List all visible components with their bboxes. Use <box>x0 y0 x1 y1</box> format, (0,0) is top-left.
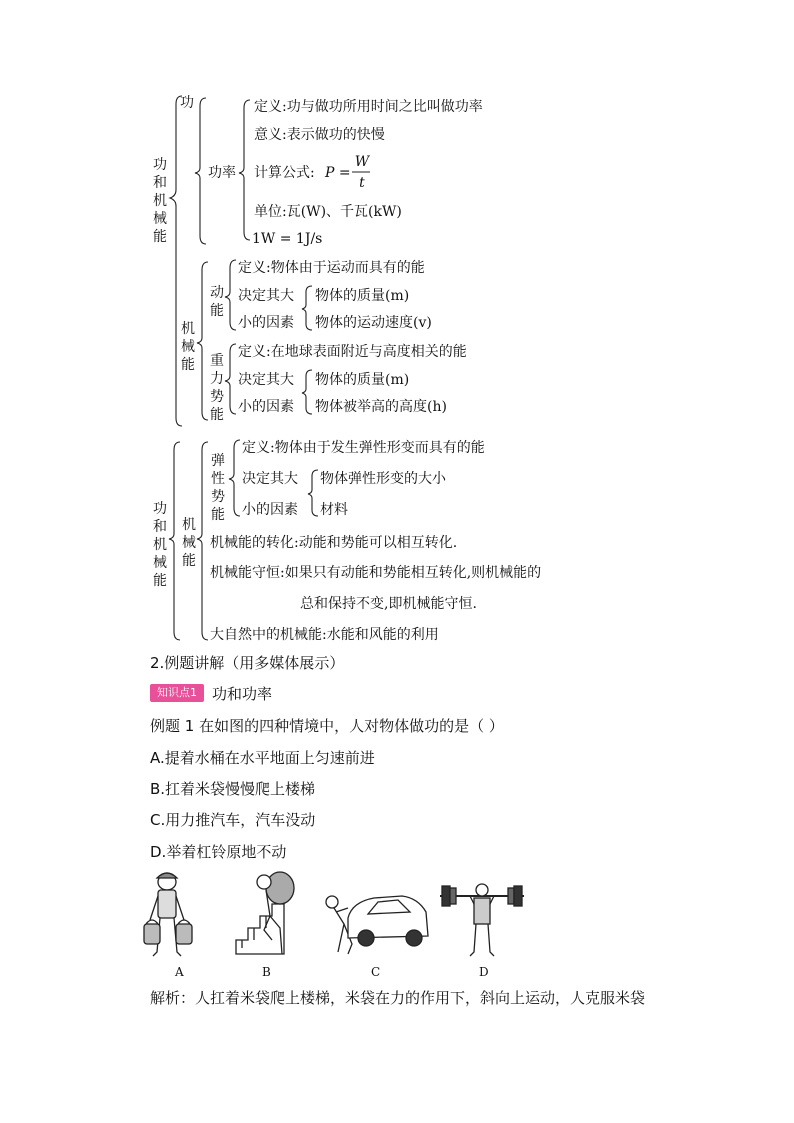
knowledge-point-title: 功和功率 <box>212 685 273 703</box>
work-label: 功 <box>180 95 194 111</box>
kinetic-factors-line1: 决定其大 <box>238 288 294 304</box>
kinetic-energy-definition: 定义:物体由于运动而具有的能 <box>238 260 425 276</box>
figure-label-d: D <box>479 965 489 979</box>
diagram1-root-label: 功和机械能 <box>153 157 167 245</box>
kinetic-energy-label: 动能 <box>210 285 224 319</box>
mechanical-energy-conservation-line1: 机械能守恒:如果只有动能和势能相互转化,则机械能的 <box>210 565 542 581</box>
elastic-pe-label: 弹性势能 <box>211 453 225 523</box>
mechanical-energy-in-nature: 大自然中的机械能:水能和风能的利用 <box>210 627 439 643</box>
gravitational-factors-line2: 小的因素 <box>238 399 294 415</box>
power-formula-prefix: 计算公式: <box>254 165 315 181</box>
elastic-pe-definition: 定义:物体由于发生弹性形变而具有的能 <box>242 440 485 456</box>
gravitational-factor-mass: 物体的质量(m) <box>315 372 410 388</box>
gravitational-pe-label: 重力势能 <box>210 353 224 423</box>
kinetic-factor-mass: 物体的质量(m) <box>315 288 410 304</box>
mechanical-energy-conservation-line2: 总和保持不变,即机械能守恒. <box>300 596 477 612</box>
illustration-d-holding-barbell <box>440 884 524 956</box>
kinetic-factors-line2: 小的因素 <box>238 315 294 331</box>
gravitational-factors-line1: 决定其大 <box>238 372 294 388</box>
power-formula-denominator: t <box>359 175 365 191</box>
power-definition: 定义:功与做功所用时间之比叫做功率 <box>254 99 483 115</box>
example-question: 例题 1 在如图的四种情境中，人对物体做功的是（ ） <box>150 717 504 735</box>
elastic-factors-line2: 小的因素 <box>242 502 298 518</box>
illustration-b-climbing-stairs <box>236 872 294 954</box>
option-c: C.用力推汽车，汽车没动 <box>150 811 316 829</box>
figure-label-c: C <box>371 965 381 979</box>
power-unit-equation: 1W = 1J/s <box>252 231 323 247</box>
elastic-factor-deformation: 物体弹性形变的大小 <box>320 471 446 487</box>
kinetic-factor-speed: 物体的运动速度(v) <box>315 315 432 331</box>
option-b: B.扛着米袋慢慢爬上楼梯 <box>150 780 316 798</box>
elastic-factors-line1: 决定其大 <box>242 471 298 487</box>
diagram2-mechanical-energy-label: 机械能 <box>182 517 196 569</box>
scenario-illustrations <box>140 868 540 964</box>
elastic-factor-material: 材料 <box>320 502 348 518</box>
mechanical-energy-label: 机械能 <box>181 321 195 373</box>
figure-label-b: B <box>262 965 271 979</box>
analysis-text: 解析：人扛着米袋爬上楼梯，米袋在力的作用下，斜向上运动，人克服米袋 <box>150 989 646 1007</box>
option-d: D.举着杠铃原地不动 <box>150 843 287 861</box>
diagram2-root-label: 功和机械能 <box>153 501 167 589</box>
illustration-a-carrying-buckets <box>144 873 192 956</box>
figure-label-a: A <box>175 965 184 979</box>
power-meaning: 意义:表示做功的快慢 <box>254 127 385 143</box>
mechanical-energy-conversion: 机械能的转化:动能和势能可以相互转化. <box>210 535 458 551</box>
power-formula-p: P = <box>325 165 351 181</box>
power-formula-numerator: W <box>354 154 370 170</box>
section-heading: 2.例题讲解（用多媒体展示） <box>150 654 345 672</box>
power-label: 功率 <box>208 165 236 181</box>
gravitational-factor-height: 物体被举高的高度(h) <box>315 399 447 415</box>
knowledge-point-badge: 知识点1 <box>150 684 204 702</box>
option-a: A.提着水桶在水平地面上匀速前进 <box>150 749 375 767</box>
power-unit: 单位:瓦(W)、千瓦(kW) <box>254 204 402 220</box>
gravitational-pe-definition: 定义:在地球表面附近与高度相关的能 <box>238 344 467 360</box>
illustration-c-pushing-car <box>326 896 428 954</box>
